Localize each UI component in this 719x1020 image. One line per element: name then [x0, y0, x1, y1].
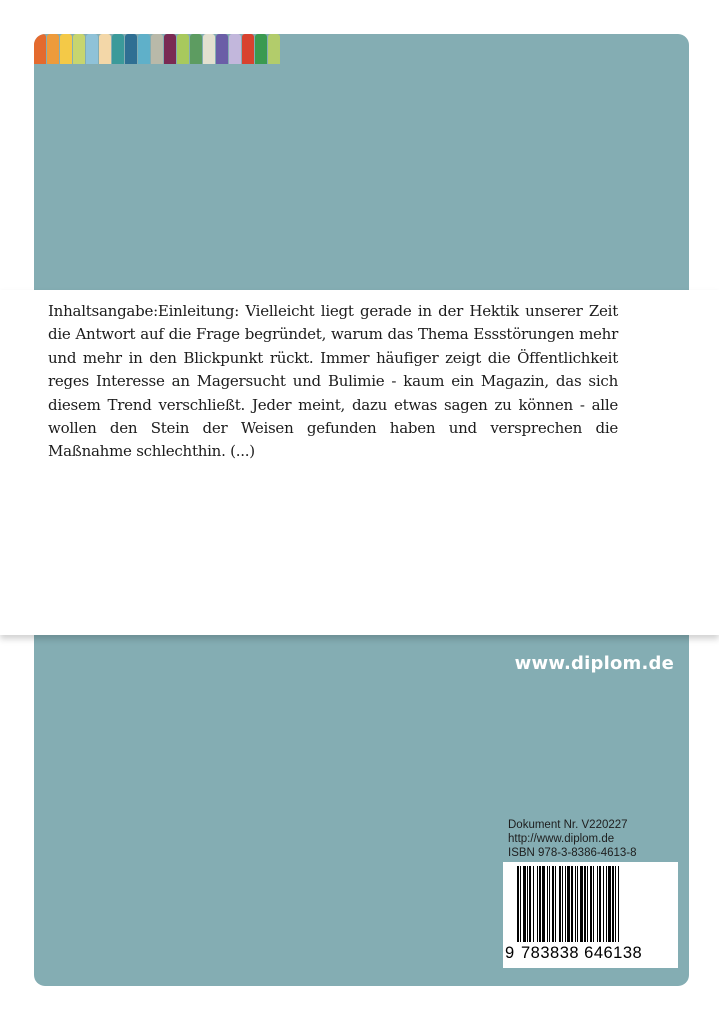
barcode-bar [571, 866, 573, 942]
color-stripe [86, 34, 98, 64]
barcode-bar [580, 866, 583, 942]
barcode-bar [537, 866, 538, 942]
barcode-bar [618, 866, 619, 942]
barcode-bar [520, 866, 521, 942]
isbn-text: ISBN 978-3-8386-4613-8 [508, 847, 637, 859]
color-stripe [242, 34, 254, 64]
barcode-bar [547, 866, 548, 942]
barcode-bar [612, 866, 614, 942]
barcode-bar [603, 866, 604, 942]
barcode-bar [608, 866, 611, 942]
color-stripe [164, 34, 176, 64]
color-stripe [216, 34, 228, 64]
barcode-first-digit: 9 [505, 944, 515, 962]
color-stripe [47, 34, 59, 64]
color-stripe [151, 34, 163, 64]
barcode-bar [559, 866, 561, 942]
color-stripe [125, 34, 137, 64]
color-stripe [229, 34, 241, 64]
barcode [503, 862, 678, 968]
barcode-bar [529, 866, 531, 942]
book-description: Inhaltsangabe:Einleitung: Vielleicht liegt gerade in der Hektik unserer Zeit die Antwort auf die Frage begründet, warum das Thema Essstörungen mehr und mehr in den Blickpunkt rückt. Immer häufiger zeigt die Öffentlichkeit reges Interesse an Magersucht und Bulimie - kaum ein Magazin, das sich diesem Trend verschließt. Jeder meint, dazu etwas sagen zu können - alle wollen den Stein der Weisen gefunden haben und versprechen die Maßnahme schlechthin. (...) [48, 302, 618, 461]
barcode-bar [615, 866, 616, 942]
barcode-bar [555, 866, 556, 942]
barcode-bar [606, 866, 607, 942]
barcode-bar [523, 866, 526, 942]
color-stripes [34, 34, 284, 64]
barcode-bar [549, 866, 550, 942]
color-stripe [255, 34, 267, 64]
barcode-bar [539, 866, 541, 942]
barcode-bar [527, 866, 528, 942]
color-stripe [177, 34, 189, 64]
barcode-bar [533, 866, 534, 942]
barcode-bar [575, 866, 576, 942]
barcode-bar [517, 866, 519, 942]
barcode-bar [597, 866, 598, 942]
barcode-bar [567, 866, 570, 942]
color-stripe [73, 34, 85, 64]
color-stripe [190, 34, 202, 64]
barcode-bar [584, 866, 586, 942]
document-url[interactable]: http://www.diplom.de [508, 833, 615, 845]
barcode-bar [587, 866, 588, 942]
barcode-bar [590, 866, 592, 942]
barcode-bar [593, 866, 594, 942]
document-number: Dokument Nr. V220227 [508, 819, 628, 831]
barcode-bar [542, 866, 545, 942]
color-stripe [99, 34, 111, 64]
barcode-digits: 783838 646138 [521, 944, 643, 962]
publisher-website[interactable]: www.diplom.de [514, 653, 674, 674]
barcode-bar [599, 866, 601, 942]
color-stripe [34, 34, 46, 64]
color-stripe [112, 34, 124, 64]
barcode-bar [562, 866, 563, 942]
color-stripe [60, 34, 72, 64]
color-stripe [268, 34, 280, 64]
barcode-bars [517, 866, 667, 944]
barcode-bar [577, 866, 578, 942]
barcode-bar [552, 866, 554, 942]
color-stripe [203, 34, 215, 64]
document-info [508, 818, 678, 860]
barcode-bar [565, 866, 566, 942]
color-stripe [138, 34, 150, 64]
